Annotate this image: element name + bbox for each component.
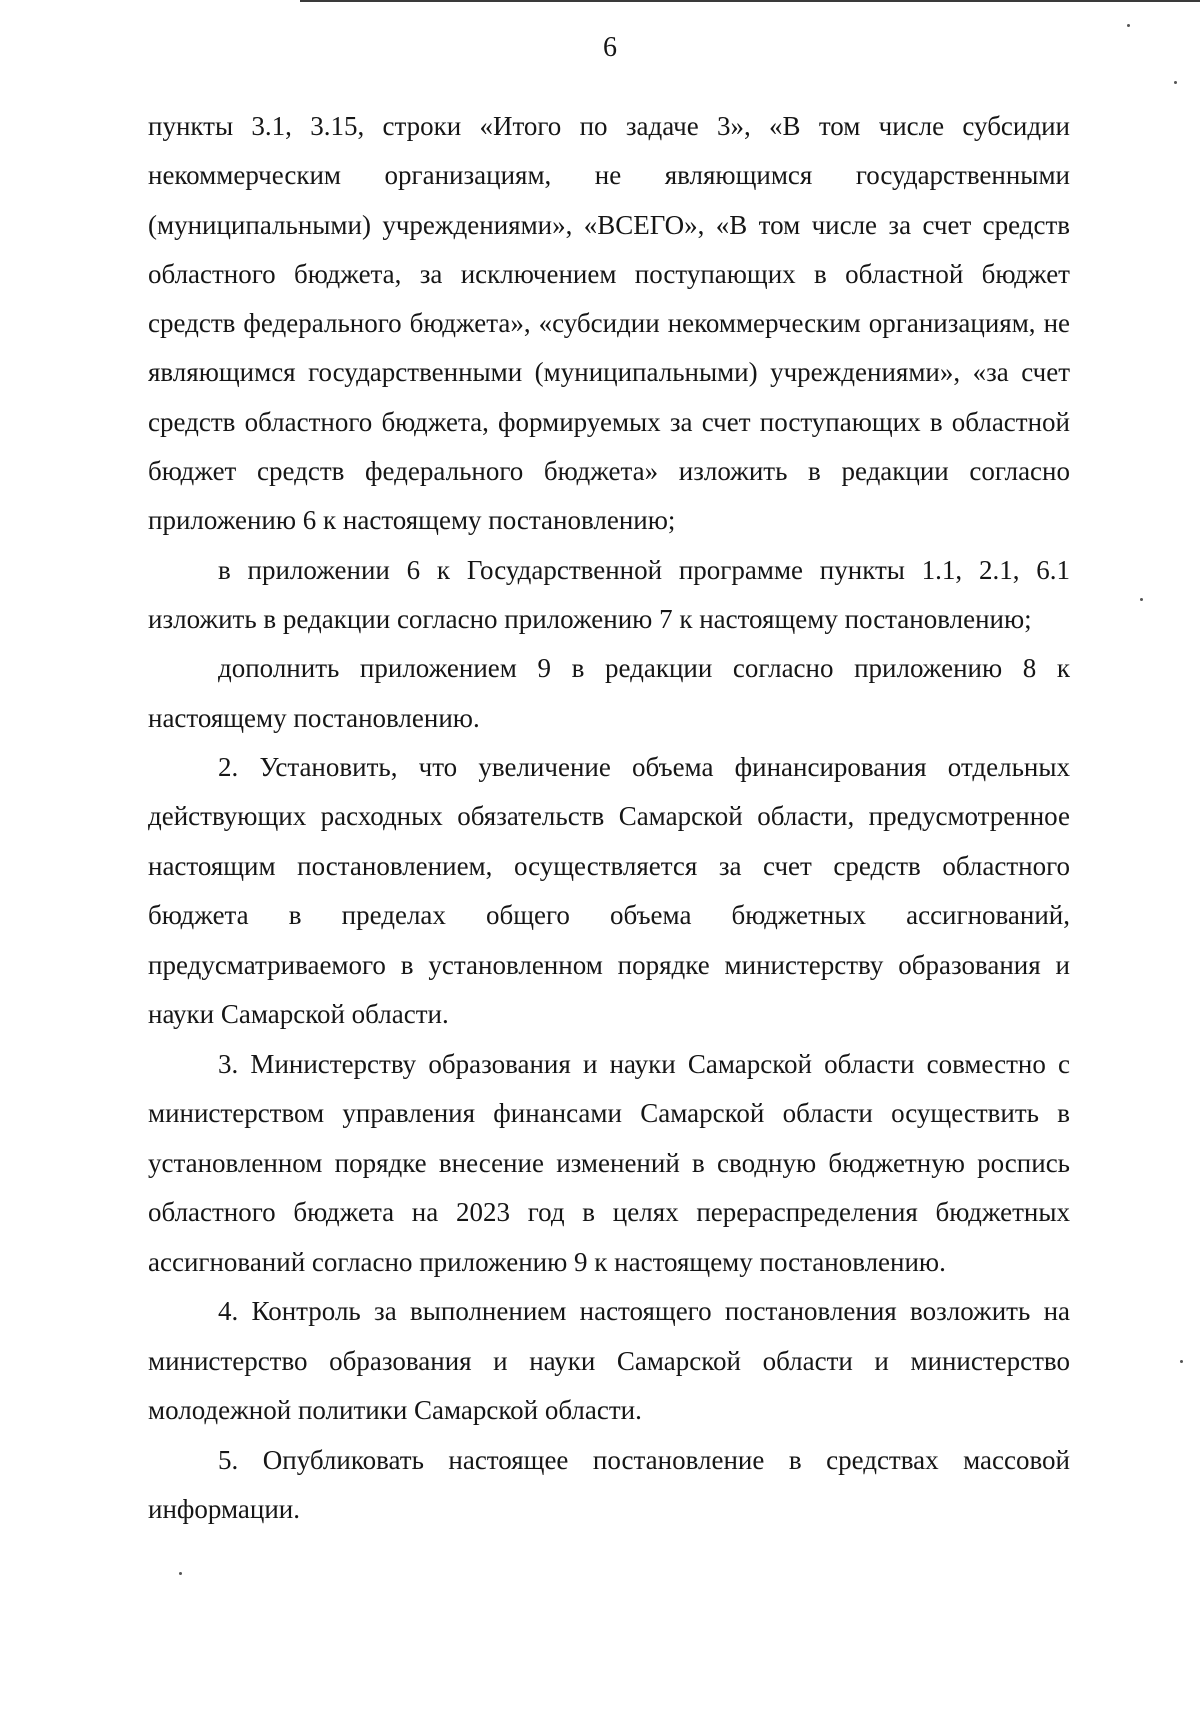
paragraph-item-3: 3. Министерству образования и науки Самарской области совместно с министерством управления финансами Самарской области осуществить в установленном порядке внесение изменений в сводную бюджетную роспись областного бюджета на 2023 год в целях перераспределения бюджетных ассигнований согласно приложению 9 к настоящему постановлению. <box>148 1048 1070 1277</box>
paragraph-add-appendix-9: дополнить приложением 9 в редакции согласно приложению 8 к настоящему постановлению. <box>148 653 1070 733</box>
scan-speck <box>1140 598 1143 601</box>
document-body <box>148 102 1070 1535</box>
paragraph-item-5: 5. Опубликовать настоящее постановление в средствах массовой информации. <box>148 1444 1070 1525</box>
top-edge-rule <box>300 0 1200 2</box>
paragraph-item-4: 4. Контроль за выполнением настоящего постановления возложить на министерство образования и науки Самарской области и министерство молодежной политики Самарской области. <box>148 1296 1070 1426</box>
paragraph-appendix-6: в приложении 6 к Государственной программе пункты 1.1, 2.1, 6.1 изложить в редакции согласно приложению 7 к настоящему постановлению; <box>148 554 1070 634</box>
paragraph-amendment-points: пункты 3.1, 3.15, строки «Итого по задаче 3», «В том числе субсидии некоммерческим организациям, не являющимся государственными (муниципальными) учреждениями», «ВСЕГО», «В том числе за счет средств областного бюджета, за исключением поступающих в областной бюджет средств федерального бюджета», «субсидии некоммерческим организациям, не являющимся государственными (муниципальными) учреждениями», «за счет средств областного бюджета, формируемых за счет поступающих в областной бюджет средств федерального бюджета» изложить в редакции согласно приложению 6 к настоящему постановлению; <box>148 111 1070 536</box>
scan-speck <box>1174 81 1177 84</box>
scan-speck <box>1127 24 1130 27</box>
paragraph-item-2: 2. Установить, что увеличение объема финансирования отдельных действующих расходных обязательств Самарской области, предусмотренное настоящим постановлением, осуществляется за счет средств областного бюджета в пределах общего объема бюджетных ассигнований, предусматриваемого в установленном порядке министерству образования и науки Самарской области. <box>148 751 1070 1030</box>
scan-speck <box>179 1572 182 1575</box>
scan-speck <box>1180 1360 1183 1363</box>
page-number: 6 <box>603 32 617 63</box>
